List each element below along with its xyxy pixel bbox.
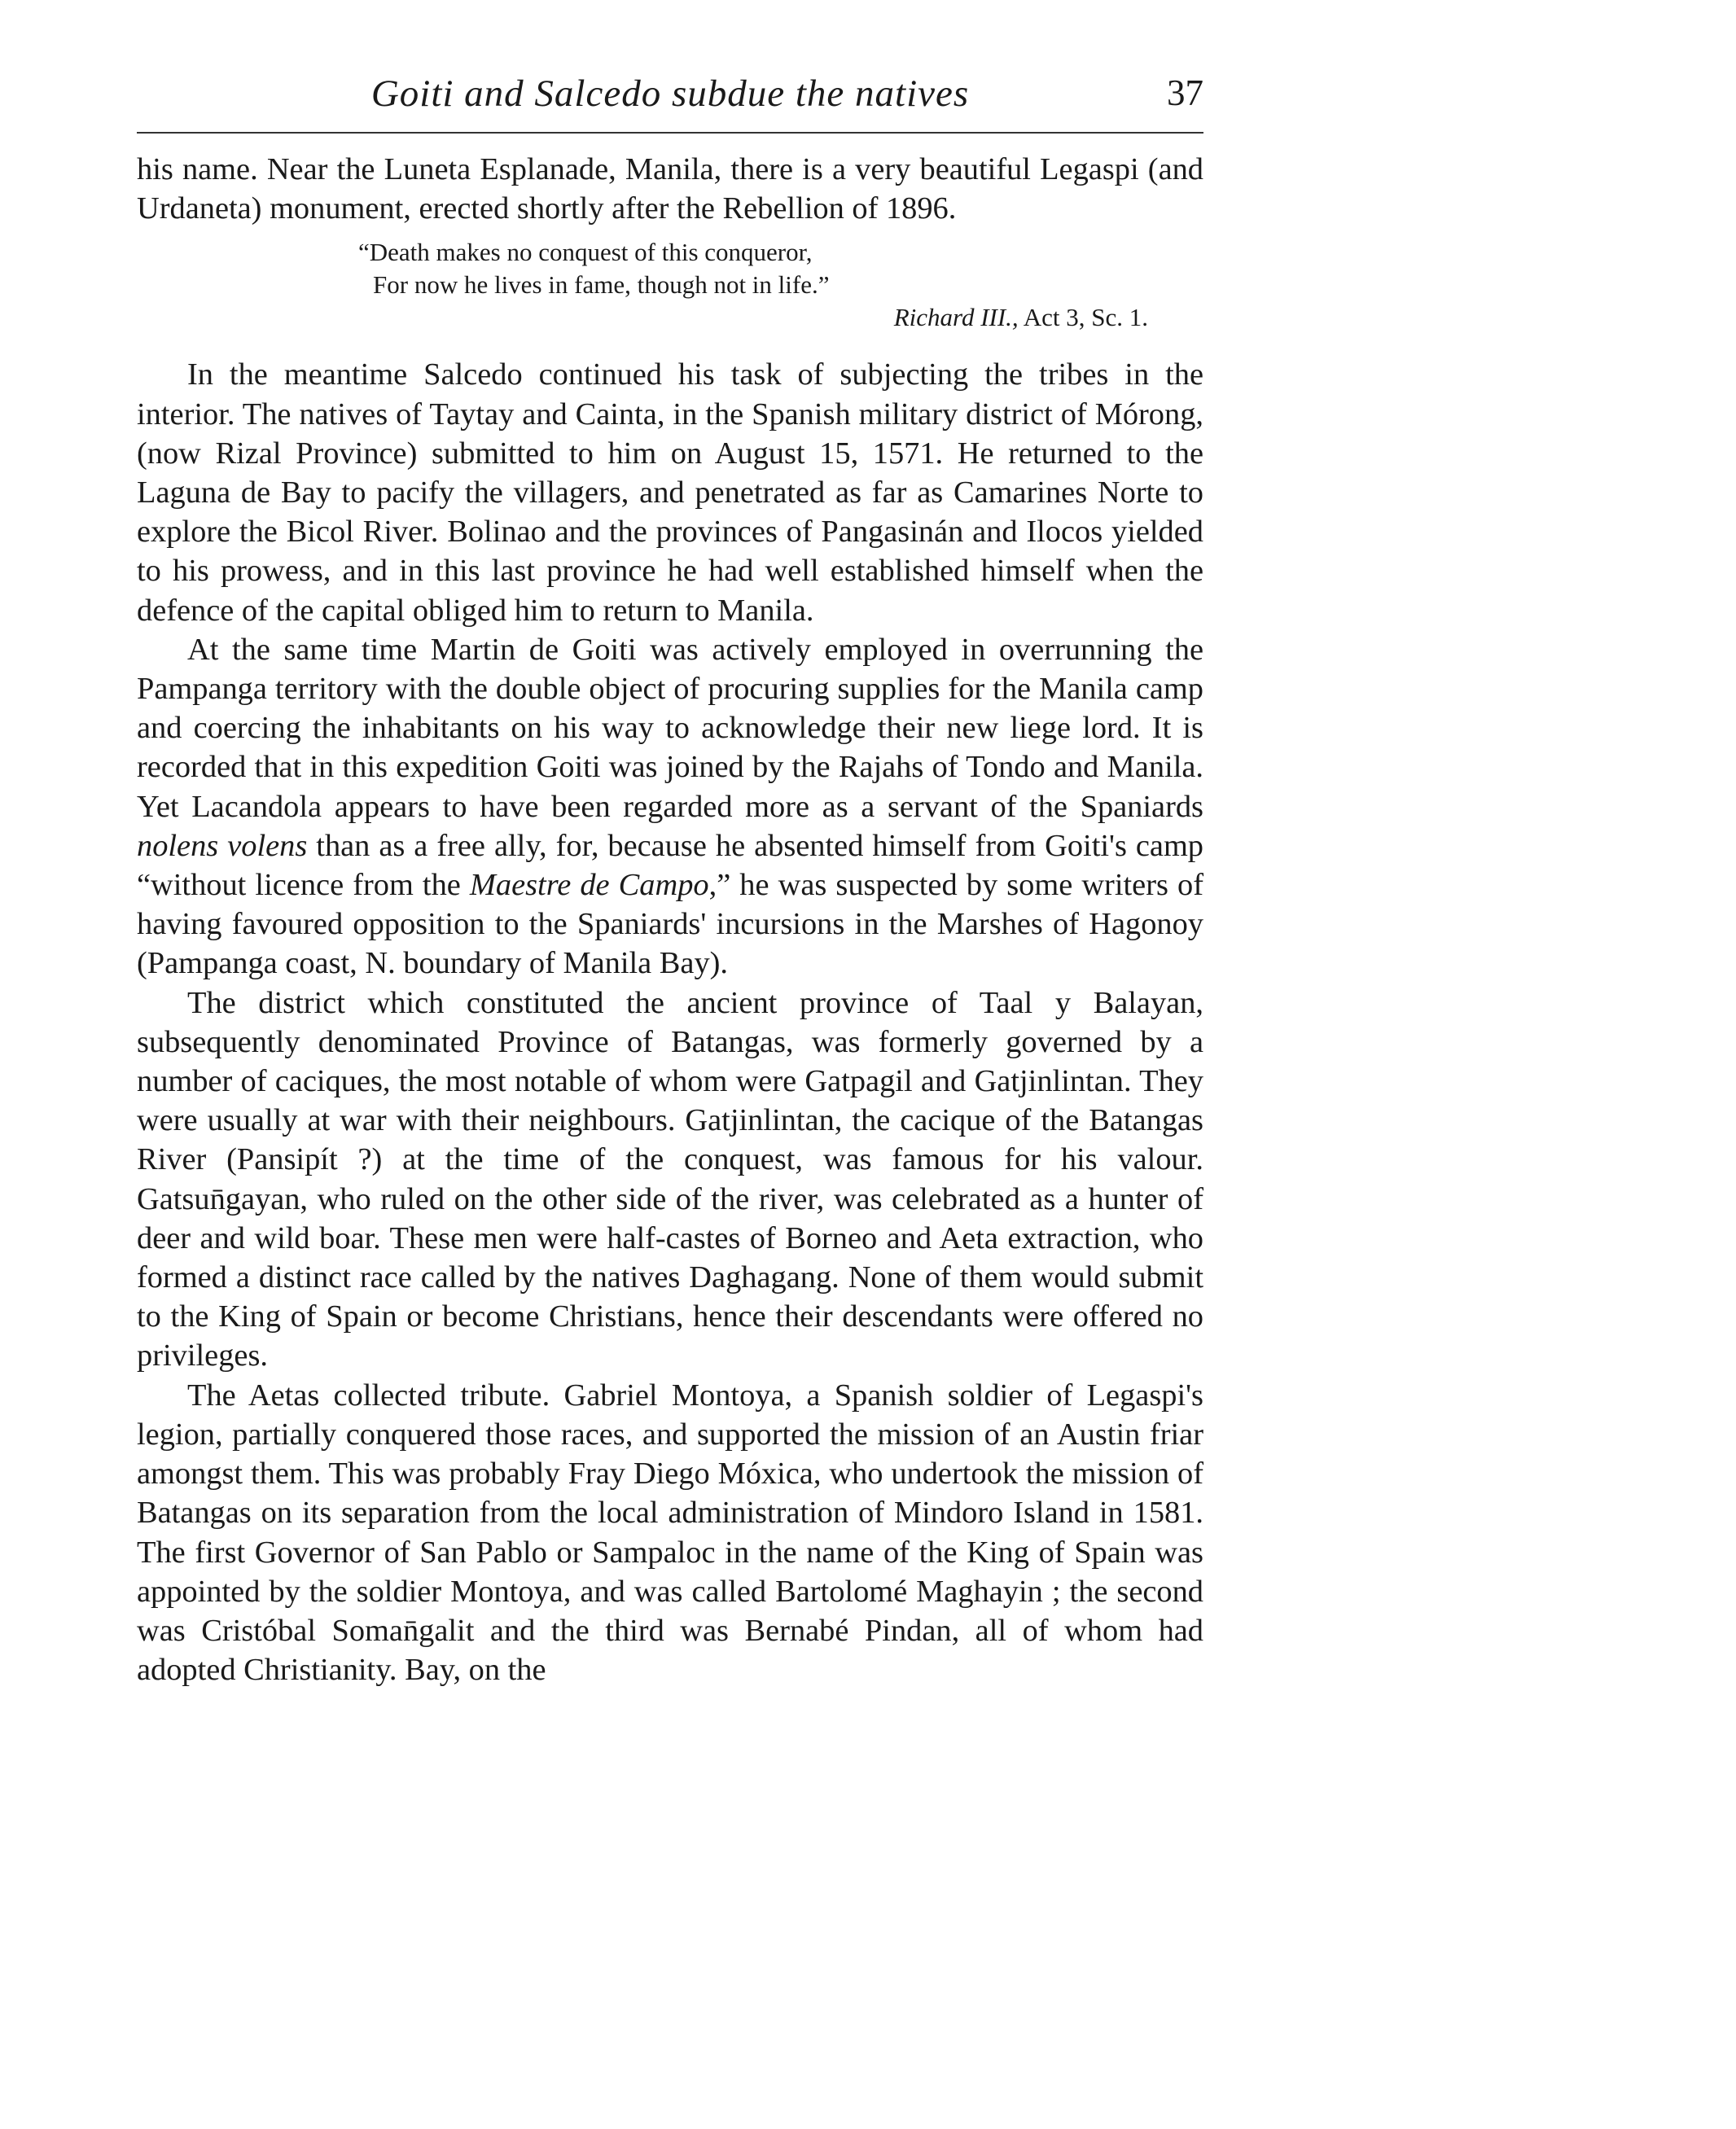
body-text [137,150,1203,1689]
book-page [137,65,1203,1689]
quotation-line-1: “Death makes no conquest of this conqueror, [358,238,813,267]
quotation-line-2: For now he lives in fame, though not in life.” [373,270,830,300]
goiti-text-part-2: than as a free ally, for, because he absented himself from Goiti's camp “without licence from the [137,828,1203,903]
citation-work: Richard III., [893,303,1019,332]
goiti-text-part-1: At the same time Martin de Goiti was actively employed in overrunning the Pampanga territory with the double object of procuring supplies for the Manila camp and coercing the inhabitants on his way to acknowledge their new liege lord. It is recorded that in this expedition Goiti was joined by the Rajahs of Tondo and Manila. Yet Lacandola appears to have been regarded more as a servant of the Spaniards [137,632,1203,824]
shakespeare-quotation [137,236,1203,334]
running-head [137,65,1203,134]
citation-location: Act 3, Sc. 1. [1023,303,1148,332]
goiti-italic-nolens-volens: nolens volens [137,828,308,863]
paragraph-goiti [137,630,1203,983]
goiti-text-part-3: ,” he was suspected by some writers of having favoured opposition to the Spaniards' incursions in the Marshes of Hagonoy (Pampanga coast, N. boundary of Manila Bay). [137,868,1203,981]
header-rule [137,132,1203,134]
goiti-italic-maestre-de-campo: Maestre de Campo [469,868,709,903]
paragraph-salcedo: In the meantime Salcedo continued his task of subjecting the tribes in the interior. The natives of Taytay and Cainta, in the Spanish military district of Mórong, (now Rizal Province) submitted to him on August 15, 1571. He returned to the Laguna de Bay to pacify the villagers, and penetrated as far as Camarines Norte to explore the Bicol River. Bolinao and the provinces of Pangasinán and Ilocos yielded to his prowess, and in this last province he had well established himself when the defence of the capital obliged him to return to Manila. [137,357,1203,628]
paragraph-batangas-caciques: The district which constituted the ancient province of Taal y Balayan, subsequently denominated Province of Batangas, was formerly governed by a number of caciques, the most notable of whom were Gatpagil and Gatjinlintan. They were usually at war with their neighbours. Gatjinlintan, the cacique of the Batangas River (Pansipít ?) at the time of the conquest, was famous for his valour. Gatsun̄gayan, who ruled on the other side of the river, was celebrated as a hunter of deer and wild boar. These men were half-castes of Borneo and Aeta extraction, who formed a distinct race called by the natives Daghagang. None of them would submit to the King of Spain or become Christians, hence their descendants were offered no privileges. [137,985,1203,1373]
paragraph-aetas-tribute: The Aetas collected tribute. Gabriel Montoya, a Spanish soldier of Legaspi's legion, partially conquered those races, and supported the mission of an Austin friar amongst them. This was probably Fray Diego Móxica, who undertook the mission of Batangas on its separation from the local administration of Mindoro Island in 1581. The first Governor of San Pablo or Sampaloc in the name of the King of Spain was appointed by the soldier Montoya, and was called Bartolomé Maghayin ; the second was Cristóbal Soman̄galit and the third was Bernabé Pindan, all of whom had adopted Christianity. Bay, on the [137,1378,1203,1688]
page-number: 37 [1167,72,1203,113]
paragraph-legaspi-monument: his name. Near the Luneta Esplanade, Manila, there is a very beautiful Legaspi (and Urdaneta) monument, erected shortly after the Rebellion of 1896. [137,152,1203,226]
quotation-citation [137,301,1203,334]
running-title: Goiti and Salcedo subdue the natives [370,72,970,115]
